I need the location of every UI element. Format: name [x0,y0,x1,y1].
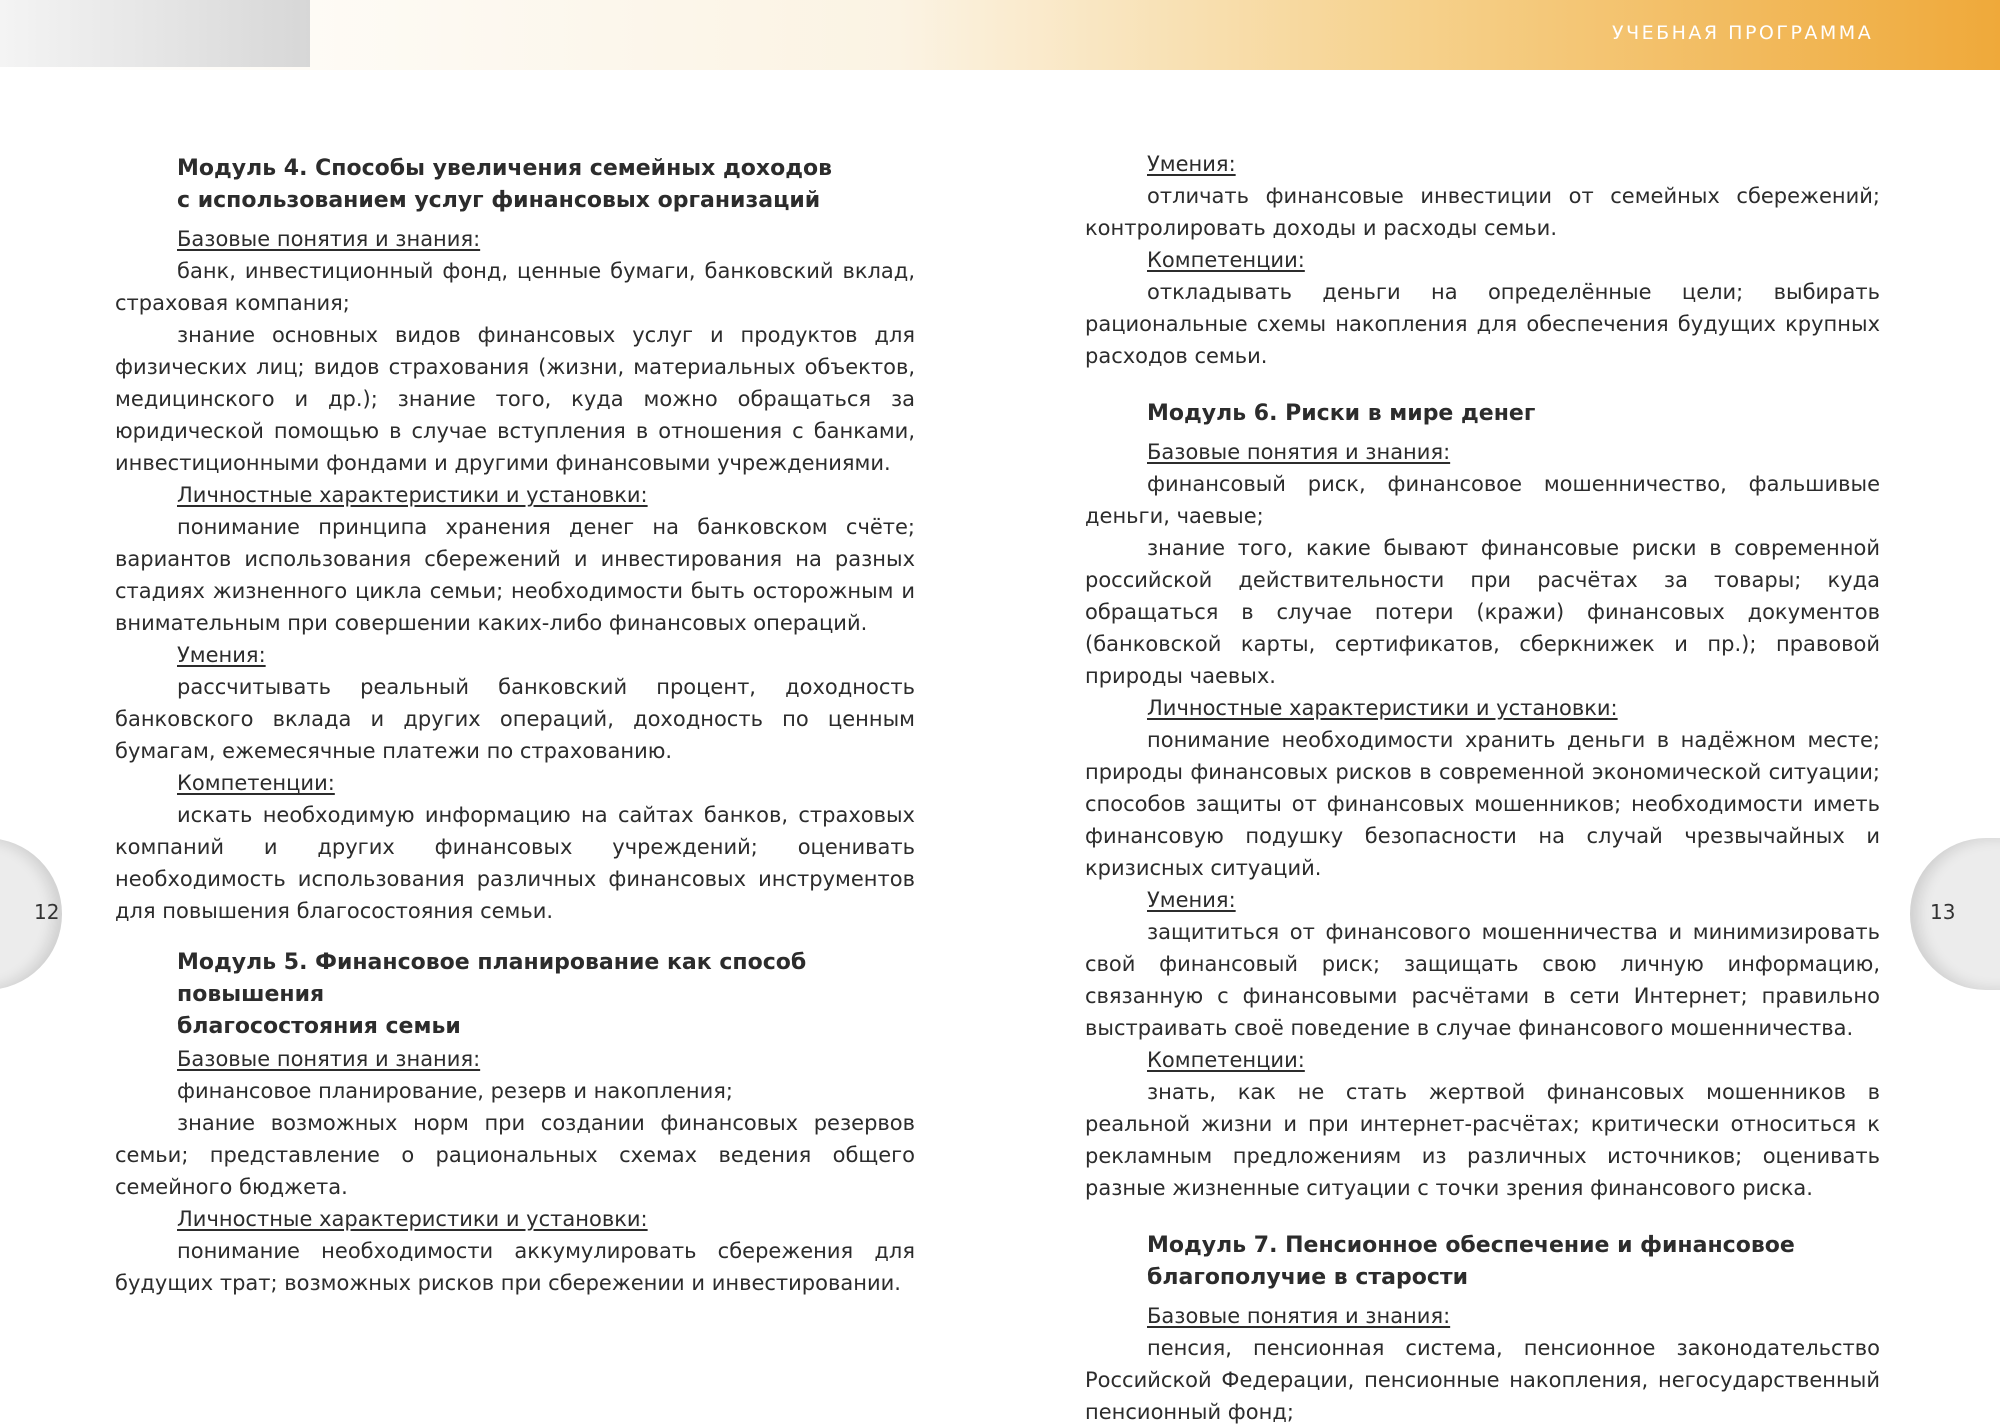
module-5-basics-label: Базовые понятия и знания: [177,1047,481,1071]
module-7-basics-label: Базовые понятия и знания: [1147,1304,1451,1328]
module-6-personal-label: Личностные характеристики и установки: [1147,696,1618,720]
right-page-column [1085,148,1880,1428]
left-page-column [115,153,915,1299]
module-5-competencies-label: Компетенции: [1147,248,1305,272]
module-6-personal-text: понимание необходимости хранить деньги в надёжном месте; природы финансовых рисков в современной экономической ситуации; способов защиты от финансовых мошенников; необходимости иметь финансовую подушку безопасности на случай чрезвычайных и кризисных ситуаций. [1085,728,1880,880]
page-number-left: 12 [34,900,60,924]
module-4-personal-text: понимание принципа хранения денег на банковском счёте; вариантов использования сбережений и инвестирования на разных стадиях жизненного цикла семьи; необходимости быть осторожным и внимательным при совершении каких-либо финансовых операций. [115,515,915,635]
module-4-competencies-label: Компетенции: [177,771,335,795]
module-5-basics-p2: знание возможных норм при создании финансовых резервов семьи; представление о рациональных схемах ведения общего семейного бюджета. [115,1111,915,1199]
module-7-title: Модуль 7. Пенсионное обеспечение и финансовое благополучие в старости [1147,1233,1795,1290]
module-4-basics-p1: банк, инвестиционный фонд, ценные бумаги, банковский вклад, страховая компания; [115,259,915,315]
module-5-skills-label: Умения: [1147,152,1236,176]
module-5-competencies-text: откладывать деньги на определённые цели; выбирать рациональные схемы накопления для обеспечения будущих крупных расходов семьи. [1085,280,1880,368]
module-7-basics-p1: пенсия, пенсионная система, пенсионное законодательство Российской Федерации, пенсионные накопления, негосударственный пенсионный фонд; [1085,1336,1880,1424]
module-5-skills-text: отличать финансовые инвестиции от семейных сбережений; контролировать доходы и расходы семьи. [1085,184,1880,240]
module-6-skills-text: защититься от финансового мошенничества и минимизировать свой финансовый риск; защищать свою личную информацию, связанную с финансовыми расчётами в сети Интернет; правильно выстраивать своё поведение в случае финансового мошенничества. [1085,920,1880,1040]
module-6-basics-label: Базовые понятия и знания: [1147,440,1451,464]
header-gray-block [0,0,310,67]
module-5-basics-p1: финансовое планирование, резерв и накопления; [177,1079,733,1103]
module-4-skills-text: рассчитывать реальный банковский процент, доходность банковского вклада и других операций, доходность по ценным бумагам, ежемесячные платежи по страхованию. [115,675,915,763]
module-4-competencies-text: искать необходимую информацию на сайтах банков, страховых компаний и других финансовых учреждений; оценивать необходимость использования различных финансовых инструментов для повышения благосостояния семьи. [115,803,915,923]
page-number-right: 13 [1930,900,1956,924]
module-6-competencies-label: Компетенции: [1147,1048,1305,1072]
module-4-personal-label: Личностные характеристики и установки: [177,483,648,507]
module-6-skills-label: Умения: [1147,888,1236,912]
module-6-title: Модуль 6. Риски в мире денег [1147,401,1536,426]
module-5-personal-text: понимание необходимости аккумулировать сбережения для будущих трат; возможных рисков при сбережении и инвестировании. [115,1239,915,1295]
module-4-title: Модуль 4. Способы увеличения семейных доходов с использованием услуг финансовых организаций [177,156,833,213]
module-6-competencies-text: знать, как не стать жертвой финансовых мошенников в реальной жизни и при интернет-расчётах; критически относиться к рекламным предложениям из различных источников; оценивать разные жизненные ситуации с точки зрения финансового риска. [1085,1080,1880,1200]
module-4-basics-p2: знание основных видов финансовых услуг и продуктов для физических лиц; видов страхования (жизни, материальных объектов, медицинского и др.); знание того, куда можно обращаться за юридической помощью в случае вступления в отношения с банками, инвестиционными фондами и другими финансовыми учреждениями. [115,323,915,475]
module-4-skills-label: Умения: [177,643,266,667]
module-6-basics-p1: финансовый риск, финансовое мошенничество, фальшивые деньги, чаевые; [1085,472,1880,528]
module-6-basics-p2: знание того, какие бывают финансовые риски в современной российской действительности при расчётах за товары; куда обращаться в случае потери (кражи) финансовых документов (банковской карты, сертификатов, сберкнижек и пр.); правовой природы чаевых. [1085,536,1880,688]
module-5-title: Модуль 5. Финансовое планирование как способ повышения благосостояния семьи [177,950,807,1039]
section-header-label: УЧЕБНАЯ ПРОГРАММА [1612,22,1874,44]
module-5-personal-label: Личностные характеристики и установки: [177,1207,648,1231]
module-4-basics-label: Базовые понятия и знания: [177,227,481,251]
